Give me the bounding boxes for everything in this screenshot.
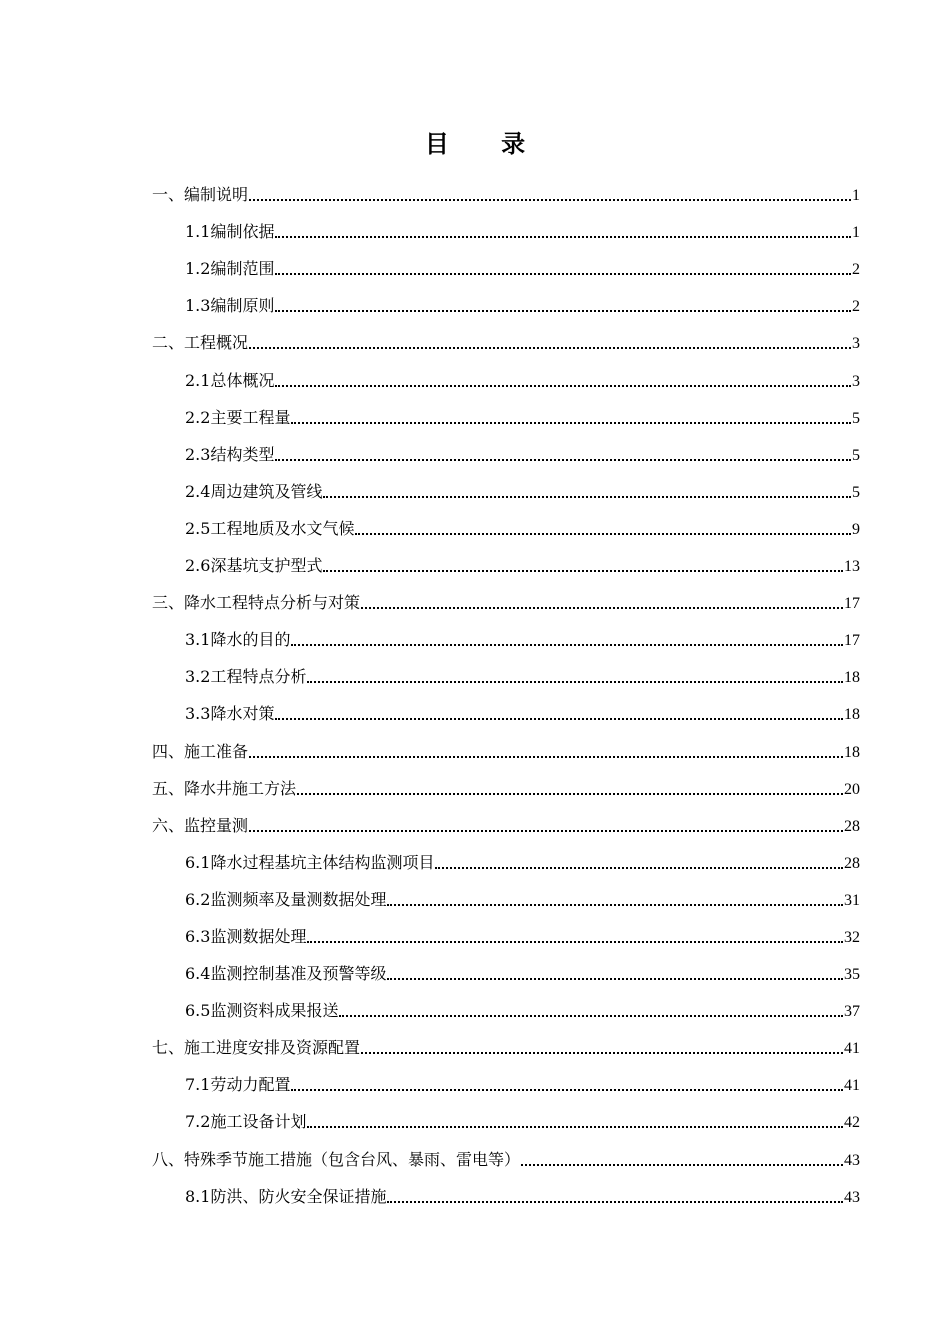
toc-entry[interactable] [152, 990, 860, 1027]
toc-entry[interactable] [152, 434, 860, 471]
toc-entry-label: 6.4监测控制基准及预警等级 [185, 964, 387, 984]
toc-title: 目 录 [424, 129, 548, 158]
toc-entry-page-number: 5 [852, 483, 860, 501]
toc-entry-page-number: 3 [852, 335, 860, 353]
toc-entry[interactable] [152, 1064, 860, 1101]
toc-dot-leader [521, 1164, 843, 1166]
toc-entry-label: 2.2主要工程量 [185, 407, 291, 427]
toc-entry[interactable] [152, 953, 860, 990]
toc-entry-label: 六、监控量测 [152, 815, 249, 835]
toc-entry[interactable] [152, 174, 860, 211]
toc-entry-label: 6.3监测数据处理 [185, 926, 307, 946]
toc-entry-label: 6.1降水过程基坑主体结构监测项目 [185, 852, 435, 872]
toc-entry[interactable] [152, 619, 860, 656]
toc-entry[interactable] [152, 656, 860, 693]
toc-entry[interactable] [152, 916, 860, 953]
toc-dot-leader [387, 1201, 843, 1203]
toc-entry-page-number: 31 [844, 891, 860, 909]
toc-entry-page-number: 17 [844, 595, 860, 613]
toc-dot-leader [249, 756, 843, 758]
toc-entry[interactable] [152, 322, 860, 359]
toc-entry-label: 7.1劳动力配置 [185, 1075, 291, 1095]
toc-dot-leader [339, 1015, 843, 1017]
toc-dot-leader [291, 1089, 843, 1091]
toc-entry[interactable] [152, 285, 860, 322]
toc-entry-label: 七、施工进度安排及资源配置 [152, 1038, 361, 1058]
toc-entry-page-number: 18 [844, 706, 860, 724]
toc-entry-page-number: 9 [852, 520, 860, 538]
toc-dot-leader [275, 273, 851, 275]
toc-entry[interactable] [152, 359, 860, 396]
toc-dot-leader [361, 1052, 843, 1054]
toc-entry-page-number: 41 [844, 1077, 860, 1095]
toc-dot-leader [249, 830, 843, 832]
toc-entry[interactable] [152, 842, 860, 879]
toc-dot-leader [275, 385, 851, 387]
toc-entry-page-number: 37 [844, 1003, 860, 1021]
toc-dot-leader [291, 644, 843, 646]
toc-entry-page-number: 32 [844, 928, 860, 946]
toc-entry-page-number: 5 [852, 446, 860, 464]
toc-entry-page-number: 18 [844, 743, 860, 761]
toc-entry-page-number: 42 [844, 1114, 860, 1132]
toc-entry-page-number: 2 [852, 298, 860, 316]
toc-entry-page-number: 13 [844, 558, 860, 576]
toc-entry[interactable] [152, 768, 860, 805]
toc-dot-leader [307, 941, 843, 943]
toc-entry[interactable] [152, 545, 860, 582]
toc-entry-label: 6.5监测资料成果报送 [185, 1001, 339, 1021]
toc-entry[interactable] [152, 693, 860, 730]
toc-entry-label: 3.1降水的目的 [185, 630, 291, 650]
toc-dot-leader [249, 347, 851, 349]
toc-entry[interactable] [152, 248, 860, 285]
toc-dot-leader [387, 978, 843, 980]
toc-entry[interactable] [152, 582, 860, 619]
toc-entry[interactable] [152, 1176, 860, 1213]
toc-entry-page-number: 1 [852, 187, 860, 205]
table-of-contents [152, 174, 860, 1213]
toc-entry-page-number: 3 [852, 372, 860, 390]
toc-entry-label: 1.3编制原则 [185, 296, 275, 316]
toc-entry[interactable] [152, 508, 860, 545]
toc-entry[interactable] [152, 211, 860, 248]
toc-entry[interactable] [152, 397, 860, 434]
toc-entry[interactable] [152, 471, 860, 508]
toc-entry-label: 1.2编制范围 [185, 259, 275, 279]
toc-dot-leader [275, 310, 851, 312]
toc-entry-page-number: 1 [852, 224, 860, 242]
toc-dot-leader [291, 422, 851, 424]
toc-entry-label: 八、特殊季节施工措施（包含台风、暴雨、雷电等） [152, 1149, 521, 1169]
toc-entry-label: 2.4周边建筑及管线 [185, 481, 323, 501]
toc-dot-leader [275, 236, 851, 238]
toc-entry[interactable] [152, 805, 860, 842]
toc-entry-label: 四、施工准备 [152, 741, 249, 761]
toc-dot-leader [249, 199, 851, 201]
toc-dot-leader [387, 904, 843, 906]
toc-dot-leader [323, 496, 851, 498]
toc-dot-leader [275, 718, 843, 720]
toc-dot-leader [323, 570, 843, 572]
toc-entry-page-number: 43 [844, 1188, 860, 1206]
toc-entry-label: 一、编制说明 [152, 185, 249, 205]
toc-dot-leader [307, 681, 843, 683]
toc-dot-leader [307, 1126, 843, 1128]
toc-entry-label: 7.2施工设备计划 [185, 1112, 307, 1132]
toc-entry[interactable] [152, 1101, 860, 1138]
toc-entry-page-number: 18 [844, 669, 860, 687]
toc-dot-leader [361, 607, 843, 609]
toc-entry-label: 五、降水井施工方法 [152, 778, 297, 798]
toc-entry-label: 二、工程概况 [152, 333, 249, 353]
toc-entry[interactable] [152, 1027, 860, 1064]
toc-dot-leader [355, 533, 851, 535]
toc-entry-label: 3.3降水对策 [185, 704, 275, 724]
toc-dot-leader [275, 459, 851, 461]
toc-entry[interactable] [152, 879, 860, 916]
toc-entry[interactable] [152, 1138, 860, 1175]
toc-entry[interactable] [152, 730, 860, 767]
toc-entry-page-number: 35 [844, 966, 860, 984]
toc-entry-label: 1.1编制依据 [185, 222, 275, 242]
toc-entry-label: 3.2工程特点分析 [185, 667, 307, 687]
toc-entry-page-number: 28 [844, 817, 860, 835]
toc-entry-page-number: 17 [844, 632, 860, 650]
toc-entry-label: 2.6深基坑支护型式 [185, 556, 323, 576]
toc-entry-label: 2.5工程地质及水文气候 [185, 518, 355, 538]
toc-entry-label: 三、降水工程特点分析与对策 [152, 593, 361, 613]
toc-entry-page-number: 5 [852, 409, 860, 427]
toc-dot-leader [297, 793, 843, 795]
toc-entry-page-number: 2 [852, 261, 860, 279]
toc-entry-label: 2.3结构类型 [185, 444, 275, 464]
toc-dot-leader [435, 867, 843, 869]
toc-entry-page-number: 41 [844, 1040, 860, 1058]
toc-entry-page-number: 20 [844, 780, 860, 798]
toc-entry-page-number: 43 [844, 1151, 860, 1169]
toc-entry-label: 8.1防洪、防火安全保证措施 [185, 1186, 387, 1206]
toc-entry-label: 2.1总体概况 [185, 370, 275, 390]
toc-entry-label: 6.2监测频率及量测数据处理 [185, 889, 387, 909]
toc-entry-page-number: 28 [844, 854, 860, 872]
